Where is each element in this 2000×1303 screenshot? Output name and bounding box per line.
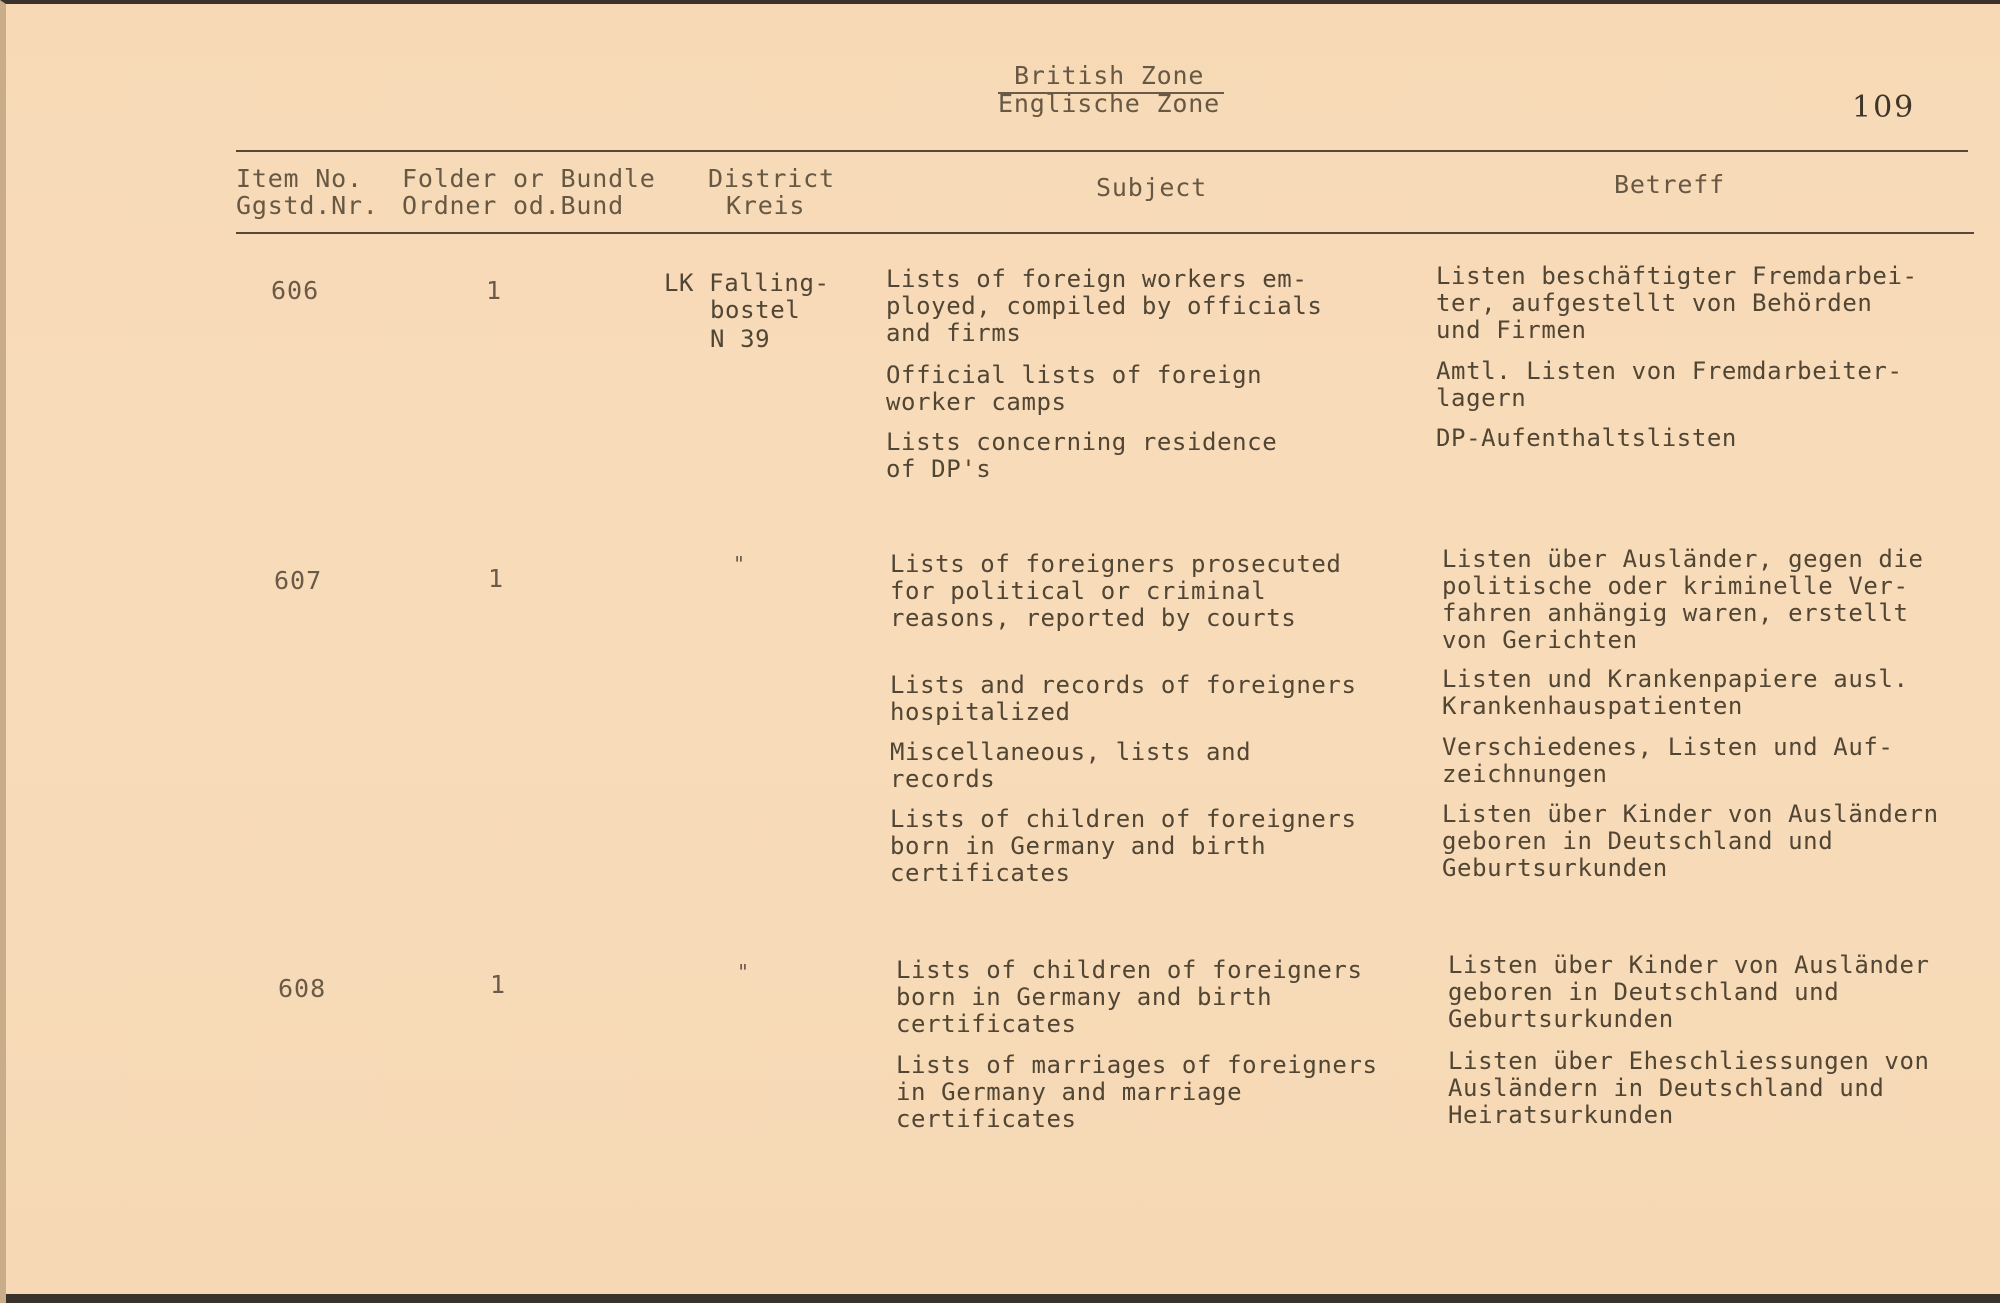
folder-number: 1 bbox=[488, 564, 505, 593]
subject-line: in Germany and marriage bbox=[896, 1078, 1243, 1106]
betreff-line: Krankenhauspatienten bbox=[1442, 692, 1743, 720]
betreff-line: lagern bbox=[1436, 384, 1527, 412]
page-number: 109 bbox=[1852, 90, 1916, 125]
subject-line: born in Germany and birth bbox=[890, 832, 1267, 860]
betreff-line: fahren anhängig waren, erstellt bbox=[1442, 599, 1909, 627]
scan-edge bbox=[6, 1294, 2000, 1303]
subject-line: Lists of children of foreigners bbox=[896, 956, 1363, 984]
betreff-line: Geburtsurkunden bbox=[1448, 1005, 1674, 1033]
betreff-line: Listen über Ausländer, gegen die bbox=[1442, 545, 1924, 573]
subject-line: worker camps bbox=[886, 388, 1067, 416]
district-ditto: " bbox=[737, 960, 750, 984]
betreff-line: Verschiedenes, Listen und Auf- bbox=[1442, 733, 1894, 761]
betreff-line: DP-Aufenthaltslisten bbox=[1436, 424, 1737, 452]
betreff-line: ter, aufgestellt von Behörden bbox=[1436, 289, 1873, 317]
subject-line: and firms bbox=[886, 319, 1022, 347]
betreff-line: politische oder kriminelle Ver- bbox=[1442, 572, 1909, 600]
subject-line: Lists and records of foreigners bbox=[890, 671, 1357, 699]
col-subject: Subject bbox=[1096, 173, 1207, 202]
betreff-line: Listen über Kinder von Ausländer bbox=[1448, 951, 1930, 979]
betreff-line: geboren in Deutschland und bbox=[1448, 978, 1840, 1006]
folder-number: 1 bbox=[490, 970, 507, 999]
subject-line: reasons, reported by courts bbox=[890, 604, 1297, 632]
betreff-line: Amtl. Listen von Fremdarbeiter- bbox=[1436, 357, 1903, 385]
betreff-line: Ausländern in Deutschland und bbox=[1448, 1074, 1885, 1102]
district-line: bostel bbox=[710, 296, 801, 324]
subject-line: records bbox=[890, 765, 996, 793]
header-bottom-rule bbox=[236, 232, 1974, 234]
subject-line: hospitalized bbox=[890, 698, 1071, 726]
betreff-line: Listen beschäftigter Fremdarbei- bbox=[1436, 262, 1918, 290]
col-district-de: Kreis bbox=[726, 191, 806, 220]
zone-title-en: British Zone bbox=[1014, 61, 1205, 90]
col-district-en: District bbox=[708, 164, 835, 193]
district-line: N 39 bbox=[710, 325, 771, 353]
subject-line: born in Germany and birth bbox=[896, 983, 1273, 1011]
zone-title-de: Englische Zone bbox=[998, 89, 1220, 118]
subject-line: certificates bbox=[896, 1010, 1077, 1038]
subject-line: Lists of marriages of foreigners bbox=[896, 1051, 1378, 1079]
subject-line: Official lists of foreign bbox=[886, 361, 1263, 389]
item-number: 606 bbox=[271, 276, 320, 305]
subject-line: certificates bbox=[896, 1105, 1077, 1133]
item-number: 607 bbox=[274, 566, 323, 595]
subject-line: Lists of children of foreigners bbox=[890, 805, 1357, 833]
col-folder-de: Ordner od.Bund bbox=[402, 191, 624, 220]
betreff-line: von Gerichten bbox=[1442, 626, 1638, 654]
item-number: 608 bbox=[278, 974, 327, 1003]
betreff-line: Listen über Kinder von Ausländern bbox=[1442, 800, 1939, 828]
col-folder-en: Folder or Bundle bbox=[402, 164, 656, 193]
betreff-line: Listen und Krankenpapiere ausl. bbox=[1442, 665, 1909, 693]
betreff-line: und Firmen bbox=[1436, 316, 1587, 344]
betreff-line: zeichnungen bbox=[1442, 760, 1608, 788]
subject-line: Lists of foreign workers em- bbox=[886, 265, 1308, 293]
col-item-en: Item No. bbox=[236, 164, 363, 193]
subject-line: for political or criminal bbox=[890, 577, 1267, 605]
betreff-line: Heiratsurkunden bbox=[1448, 1101, 1674, 1129]
col-betreff: Betreff bbox=[1614, 170, 1725, 199]
district-ditto: " bbox=[733, 552, 746, 576]
betreff-line: Geburtsurkunden bbox=[1442, 854, 1668, 882]
subject-line: certificates bbox=[890, 859, 1071, 887]
header-top-rule bbox=[236, 150, 1968, 152]
subject-line: ployed, compiled by officials bbox=[886, 292, 1323, 320]
subject-line: Miscellaneous, lists and bbox=[890, 738, 1252, 766]
betreff-line: geboren in Deutschland und bbox=[1442, 827, 1834, 855]
folder-number: 1 bbox=[486, 276, 503, 305]
subject-line: of DP's bbox=[886, 455, 992, 483]
col-item-de: Ggstd.Nr. bbox=[236, 191, 379, 220]
betreff-line: Listen über Eheschliessungen von bbox=[1448, 1047, 1930, 1075]
district-line: LK Falling- bbox=[664, 269, 830, 297]
subject-line: Lists of foreigners prosecuted bbox=[890, 550, 1342, 578]
subject-line: Lists concerning residence bbox=[886, 428, 1278, 456]
